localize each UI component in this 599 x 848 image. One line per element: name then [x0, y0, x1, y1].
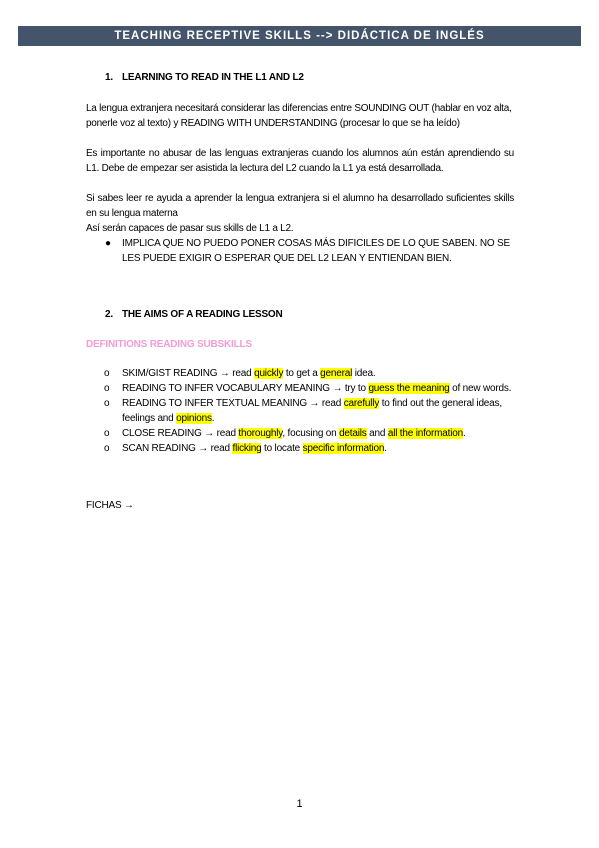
subskill-item [86, 441, 516, 456]
subskill-text: SCAN READING → read [122, 443, 233, 454]
subskill-item [86, 366, 516, 381]
circle-bullet-icon: o [104, 368, 110, 379]
subskill-text: of new words. [449, 383, 512, 394]
highlighted-text: carefully [343, 398, 380, 409]
subskill-item [86, 381, 516, 396]
section-1-bullet [86, 236, 516, 266]
highlighted-text: quickly [254, 368, 284, 379]
subskill-text: idea. [352, 368, 376, 379]
subskill-item [86, 396, 516, 426]
highlighted-text: guess the meaning [368, 383, 450, 394]
section-2-heading [105, 309, 283, 320]
subskill-text: SKIM/GIST READING → read [122, 368, 255, 379]
circle-bullet-icon: o [104, 428, 110, 439]
page-number: 1 [296, 798, 303, 810]
subskill-text: . [211, 413, 215, 424]
subskill-item [86, 426, 516, 441]
subskill-text: to get a [283, 368, 321, 379]
section-1-bullet-text: IMPLICA QUE NO PUEDO PONER COSAS MÁS DIFICILES DE LO QUE SABEN. NO SE LES PUEDE EXIGIR O ESPERAR QUE DEL L2 LEAN Y ENTIENDAN BIEN. [122, 238, 510, 264]
subskills-list [86, 366, 516, 456]
highlighted-text: details [339, 428, 367, 439]
highlighted-text: specific information [302, 443, 385, 454]
fichas-label: FICHAS → [86, 500, 134, 511]
subskill-text: and [366, 428, 388, 439]
highlighted-text: general [320, 368, 353, 379]
subskill-text: . [384, 443, 387, 454]
document-header-banner: TEACHING RECEPTIVE SKILLS --> DIDÁCTICA DE INGLÉS [18, 26, 581, 46]
section-2-subtitle: DEFINITIONS READING SUBSKILLS [86, 339, 252, 350]
section-1-number: 1. [105, 72, 113, 83]
circle-bullet-icon: o [104, 443, 110, 454]
section-1-paragraph-4: Así serán capaces de pasar sus skills de L1 a L2. [86, 223, 294, 234]
subskill-text: . [462, 428, 466, 439]
section-2-number: 2. [105, 309, 113, 320]
subskill-text: to locate [261, 443, 303, 454]
highlighted-text: opinions [176, 413, 212, 424]
bullet-dot-icon: ● [105, 238, 111, 249]
highlighted-text: thoroughly [238, 428, 283, 439]
section-2-title: THE AIMS OF A READING LESSON [122, 309, 283, 320]
section-1-paragraph-1: La lengua extranjera necesitará considerar las diferencias entre SOUNDING OUT (hablar en voz alta, ponerle voz al texto) y READING WITH UNDERSTANDING (procesar lo que se ha leído) [86, 103, 512, 129]
subskill-text: READING TO INFER TEXTUAL MEANING → read [122, 398, 344, 409]
section-1-paragraph-2: Es importante no abusar de las lenguas extranjeras cuando los alumnos aún están aprendiendo su L1. Debe de empezar ser asistida la lectura del L2 cuando la L1 ya está desarrollada. [86, 148, 514, 174]
subskill-text: , focusing on [282, 428, 340, 439]
highlighted-text: all the information [387, 428, 463, 439]
subskill-text: to find out the general ideas, feelings and [122, 398, 502, 424]
subskill-text: READING TO INFER VOCABULARY MEANING → try to [122, 383, 369, 394]
section-1-heading [105, 72, 304, 83]
section-1-paragraph-3: Si sabes leer re ayuda a aprender la lengua extranjera si el alumno ha desarrollado suficientes skills en su lengua materna [86, 193, 514, 219]
subskill-text: CLOSE READING → read [122, 428, 239, 439]
circle-bullet-icon: o [104, 383, 110, 394]
section-1-title: LEARNING TO READ IN THE L1 AND L2 [122, 72, 304, 83]
circle-bullet-icon: o [104, 398, 110, 409]
highlighted-text: flicking [232, 443, 262, 454]
